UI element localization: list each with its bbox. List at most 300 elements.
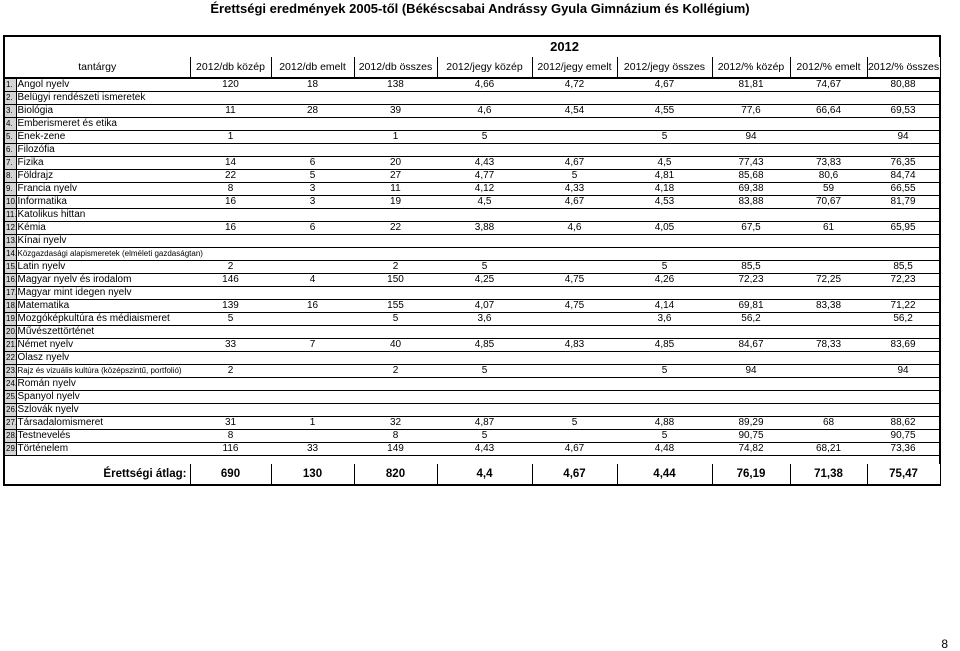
value-cell: 84,67 [712,339,790,352]
value-cell [271,118,354,131]
value-cell: 5 [532,170,617,183]
table-row [4,365,940,378]
value-cell: 69,81 [712,300,790,313]
value-cell [712,92,790,105]
value-cell: 78,33 [790,339,867,352]
subject-name: Filozófia [16,144,190,157]
value-cell: 3,6 [437,313,532,326]
table-row [4,352,940,365]
value-cell: 83,88 [712,196,790,209]
value-cell [617,209,712,222]
value-cell: 4,87 [437,417,532,430]
value-cell: 84,74 [867,170,940,183]
value-cell [190,144,271,157]
total-value: 690 [190,464,271,485]
spacer [4,456,940,465]
value-cell [712,287,790,300]
value-cell [190,378,271,391]
value-cell: 4,77 [437,170,532,183]
row-number: 14. [4,248,16,261]
value-cell [617,248,712,261]
value-cell: 80,6 [790,170,867,183]
value-cell [617,92,712,105]
value-cell: 18 [271,78,354,92]
value-cell [867,287,940,300]
value-cell [354,235,437,248]
value-cell: 4,07 [437,300,532,313]
table-row [4,274,940,287]
value-cell [790,313,867,326]
value-cell: 56,2 [867,313,940,326]
value-cell [790,131,867,144]
value-cell: 8 [190,183,271,196]
value-cell [712,248,790,261]
value-cell [190,209,271,222]
value-cell: 61 [790,222,867,235]
subject-name: Szlovák nyelv [16,404,190,417]
value-cell: 16 [190,196,271,209]
value-cell [532,118,617,131]
value-cell: 89,29 [712,417,790,430]
value-cell [712,352,790,365]
value-cell: 2 [354,365,437,378]
value-cell: 139 [190,300,271,313]
table-row [4,170,940,183]
subject-name: Informatika [16,196,190,209]
row-number: 21. [4,339,16,352]
value-cell: 85,5 [712,261,790,274]
subject-name: Katolikus hittan [16,209,190,222]
row-number: 11. [4,209,16,222]
value-cell [271,287,354,300]
subject-name: Rajz és vizuális kultúra (középszintű, portfolió) [16,365,190,378]
table-row [4,235,940,248]
table-row [4,391,940,404]
value-cell [271,378,354,391]
value-cell [437,235,532,248]
subject-header: tantárgy [4,57,190,78]
row-number: 9. [4,183,16,196]
value-cell [867,92,940,105]
value-cell: 8 [190,430,271,443]
value-cell [617,404,712,417]
value-cell [437,118,532,131]
value-cell: 80,88 [867,78,940,92]
value-cell: 65,95 [867,222,940,235]
value-cell [532,404,617,417]
value-cell: 56,2 [712,313,790,326]
value-cell: 40 [354,339,437,352]
page-number: 8 [941,637,948,651]
value-cell [712,235,790,248]
value-cell: 19 [354,196,437,209]
value-cell [190,235,271,248]
row-number: 7. [4,157,16,170]
value-cell: 120 [190,78,271,92]
value-cell: 85,5 [867,261,940,274]
row-number: 3. [4,105,16,118]
value-cell [867,391,940,404]
value-cell: 6 [271,157,354,170]
value-cell: 5 [437,131,532,144]
table-row [4,92,940,105]
table-row [4,78,940,92]
value-cell: 4,75 [532,274,617,287]
value-cell [532,261,617,274]
value-cell [437,209,532,222]
value-cell: 4,75 [532,300,617,313]
value-cell: 4,72 [532,78,617,92]
table-row [4,157,940,170]
value-cell: 3,88 [437,222,532,235]
column-header: 2012/% összes [867,57,940,78]
value-cell [190,391,271,404]
value-cell: 20 [354,157,437,170]
value-cell [867,209,940,222]
value-cell: 4,67 [532,443,617,456]
column-header: 2012/jegy összes [617,57,712,78]
value-cell [532,313,617,326]
table-row [4,287,940,300]
value-cell [190,352,271,365]
value-cell: 14 [190,157,271,170]
row-number: 22. [4,352,16,365]
value-cell: 4,81 [617,170,712,183]
year-header-blank [4,36,190,57]
value-cell: 33 [271,443,354,456]
table-row [4,313,940,326]
value-cell: 83,69 [867,339,940,352]
table-row [4,378,940,391]
subject-name: Belügyi rendészeti ismeretek [16,92,190,105]
value-cell [790,287,867,300]
value-cell: 4,55 [617,105,712,118]
value-cell: 94 [867,365,940,378]
value-cell: 83,38 [790,300,867,313]
value-cell [617,144,712,157]
value-cell [532,391,617,404]
subject-name: Spanyol nyelv [16,391,190,404]
value-cell: 94 [712,131,790,144]
value-cell: 72,23 [712,274,790,287]
value-cell: 4,67 [532,157,617,170]
total-value: 75,47 [867,464,940,485]
value-cell: 6 [271,222,354,235]
value-cell [190,287,271,300]
value-cell [271,430,354,443]
value-cell: 4,12 [437,183,532,196]
value-cell: 76,35 [867,157,940,170]
value-cell: 77,6 [712,105,790,118]
subject-name: Angol nyelv [16,78,190,92]
value-cell [437,404,532,417]
value-cell: 11 [354,183,437,196]
row-number: 25. [4,391,16,404]
row-number: 5. [4,131,16,144]
value-cell [437,287,532,300]
subject-name: Román nyelv [16,378,190,391]
value-cell: 22 [190,170,271,183]
subject-name: Történelem [16,443,190,456]
value-cell: 70,67 [790,196,867,209]
value-cell [790,365,867,378]
value-cell: 150 [354,274,437,287]
subject-name: Ének-zene [16,131,190,144]
value-cell: 1 [271,417,354,430]
value-cell: 3 [271,183,354,196]
row-number: 28. [4,430,16,443]
value-cell [617,235,712,248]
value-cell: 4,67 [532,196,617,209]
value-cell: 5 [437,430,532,443]
value-cell: 81,79 [867,196,940,209]
total-value: 4,4 [437,464,532,485]
value-cell [190,326,271,339]
value-cell [532,92,617,105]
value-cell [617,391,712,404]
value-cell: 33 [190,339,271,352]
value-cell [354,144,437,157]
value-cell: 4,88 [617,417,712,430]
value-cell [437,378,532,391]
value-cell [617,352,712,365]
value-cell: 3 [271,196,354,209]
total-value: 4,67 [532,464,617,485]
value-cell: 146 [190,274,271,287]
table-row [4,339,940,352]
value-cell: 72,23 [867,274,940,287]
subject-name: Magyar mint idegen nyelv [16,287,190,300]
value-cell [790,235,867,248]
table-row [4,443,940,456]
value-cell [712,378,790,391]
value-cell: 4,05 [617,222,712,235]
total-value: 76,19 [712,464,790,485]
value-cell [271,404,354,417]
table-row [4,404,940,417]
table-row [4,417,940,430]
value-cell: 4,6 [437,105,532,118]
value-cell: 2 [354,261,437,274]
value-cell: 138 [354,78,437,92]
value-cell: 31 [190,417,271,430]
value-cell [354,287,437,300]
value-cell [190,404,271,417]
table-row [4,105,940,118]
value-cell: 4,33 [532,183,617,196]
table-row [4,131,940,144]
column-header: 2012/jegy emelt [532,57,617,78]
row-number: 20. [4,326,16,339]
row-number: 10. [4,196,16,209]
value-cell: 69,53 [867,105,940,118]
value-cell [617,287,712,300]
subject-name: Olasz nyelv [16,352,190,365]
subject-name: Testnevelés [16,430,190,443]
value-cell: 7 [271,339,354,352]
value-cell: 74,67 [790,78,867,92]
value-cell: 32 [354,417,437,430]
value-cell [790,404,867,417]
value-cell: 67,5 [712,222,790,235]
value-cell [532,248,617,261]
value-cell: 68,21 [790,443,867,456]
value-cell [532,378,617,391]
value-cell [867,378,940,391]
value-cell: 4,83 [532,339,617,352]
row-number: 16. [4,274,16,287]
value-cell: 88,62 [867,417,940,430]
total-value: 130 [271,464,354,485]
value-cell: 2 [190,261,271,274]
value-cell [790,144,867,157]
value-cell: 4,43 [437,157,532,170]
value-cell [617,378,712,391]
value-cell [354,378,437,391]
value-cell [354,248,437,261]
value-cell [271,391,354,404]
value-cell: 22 [354,222,437,235]
value-cell: 5 [617,261,712,274]
column-header: 2012/db összes [354,57,437,78]
value-cell [271,352,354,365]
value-cell: 5 [617,430,712,443]
total-value: 4,44 [617,464,712,485]
value-cell [867,235,940,248]
table-row [4,222,940,235]
value-cell [532,365,617,378]
value-cell [790,118,867,131]
value-cell: 4,14 [617,300,712,313]
value-cell [190,118,271,131]
subject-name: Latin nyelv [16,261,190,274]
value-cell [712,404,790,417]
subject-name: Francia nyelv [16,183,190,196]
value-cell: 66,55 [867,183,940,196]
value-cell [867,326,940,339]
value-cell: 90,75 [712,430,790,443]
subject-name: Magyar nyelv és irodalom [16,274,190,287]
value-cell: 4,48 [617,443,712,456]
subject-name: Kínai nyelv [16,235,190,248]
value-cell: 1 [190,131,271,144]
value-cell [437,248,532,261]
value-cell [867,404,940,417]
value-cell: 5 [437,261,532,274]
value-cell [790,378,867,391]
value-cell: 81,81 [712,78,790,92]
value-cell [532,287,617,300]
row-number: 27. [4,417,16,430]
value-cell: 4,67 [617,78,712,92]
value-cell [532,131,617,144]
value-cell: 4,18 [617,183,712,196]
value-cell: 94 [712,365,790,378]
value-cell [271,365,354,378]
value-cell: 72,25 [790,274,867,287]
column-header: 2012/db közép [190,57,271,78]
value-cell [712,144,790,157]
value-cell: 4,26 [617,274,712,287]
value-cell: 5 [617,365,712,378]
row-number: 15. [4,261,16,274]
subject-name: Biológia [16,105,190,118]
value-cell [790,326,867,339]
subject-name: Fizika [16,157,190,170]
row-number: 13. [4,235,16,248]
value-cell: 16 [190,222,271,235]
value-cell [532,144,617,157]
value-cell: 4 [271,274,354,287]
value-cell: 3,6 [617,313,712,326]
value-cell: 5 [271,170,354,183]
value-cell: 74,82 [712,443,790,456]
total-value: 71,38 [790,464,867,485]
value-cell: 2 [190,365,271,378]
value-cell: 4,43 [437,443,532,456]
subject-name: Földrajz [16,170,190,183]
value-cell [712,118,790,131]
value-cell [532,326,617,339]
value-cell: 4,54 [532,105,617,118]
value-cell: 149 [354,443,437,456]
value-cell: 4,85 [617,339,712,352]
value-cell [271,235,354,248]
value-cell [790,352,867,365]
value-cell [271,144,354,157]
value-cell [271,326,354,339]
table-row [4,209,940,222]
row-number: 4. [4,118,16,131]
value-cell [617,326,712,339]
value-cell [354,209,437,222]
value-cell [271,261,354,274]
value-cell [437,326,532,339]
results-table [3,35,941,486]
value-cell [354,118,437,131]
row-number: 29. [4,443,16,456]
subject-name: Matematika [16,300,190,313]
value-cell [271,209,354,222]
value-cell [354,326,437,339]
value-cell [712,326,790,339]
value-cell [790,209,867,222]
value-cell [437,92,532,105]
table-row [4,261,940,274]
value-cell: 5 [354,313,437,326]
subject-name: Mozgóképkultúra és médiaismeret [16,313,190,326]
value-cell: 11 [190,105,271,118]
row-number: 17. [4,287,16,300]
value-cell [354,404,437,417]
subject-name: Kémia [16,222,190,235]
value-cell: 4,6 [532,222,617,235]
value-cell: 5 [190,313,271,326]
value-cell [790,391,867,404]
value-cell: 4,85 [437,339,532,352]
value-cell: 90,75 [867,430,940,443]
value-cell [354,92,437,105]
value-cell [271,131,354,144]
row-number: 6. [4,144,16,157]
total-row [4,464,940,485]
value-cell: 69,38 [712,183,790,196]
row-number: 26. [4,404,16,417]
value-cell: 1 [354,131,437,144]
value-cell [617,118,712,131]
subject-name: Művészettörténet [16,326,190,339]
total-value: 820 [354,464,437,485]
